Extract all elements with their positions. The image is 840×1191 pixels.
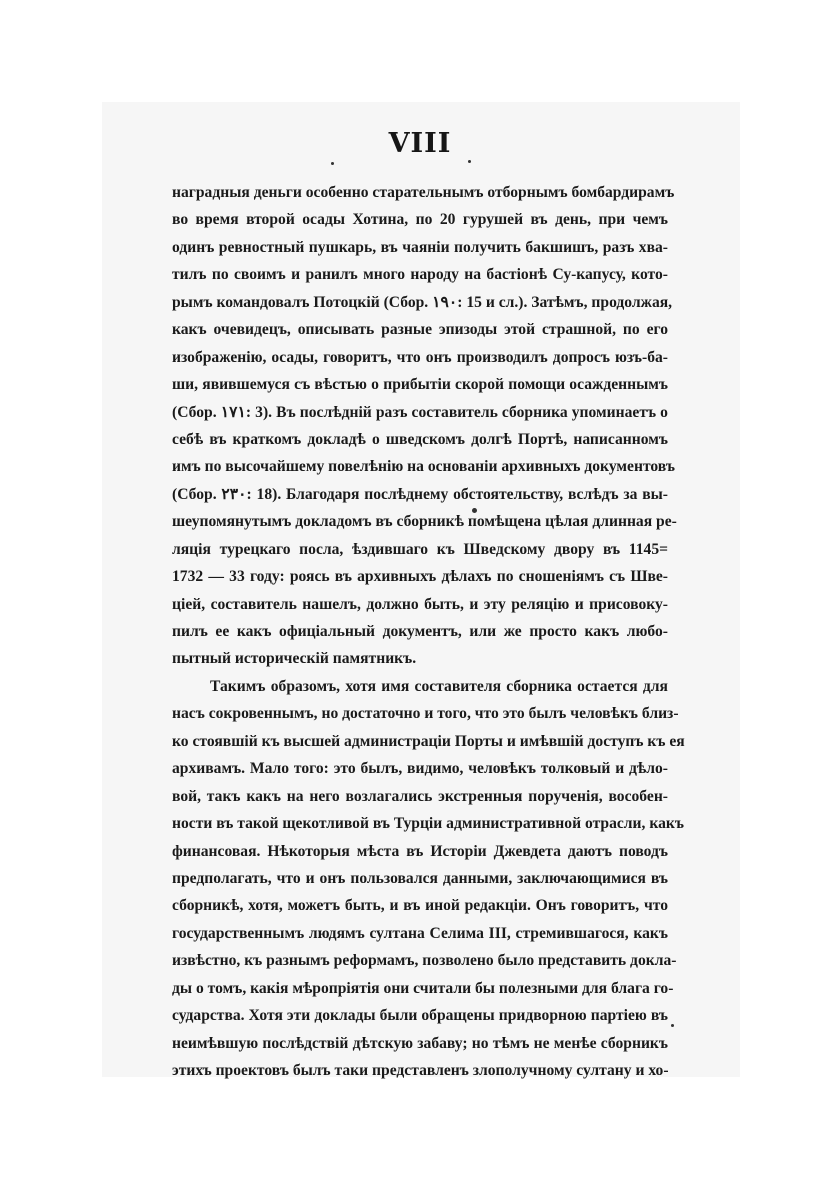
text-line: тилъ по своимъ и ранилъ много народу на бастіонѣ Су-капусу, кото- (172, 266, 668, 284)
text-line: во время второй осады Хотина, по 20 гурушей въ день, при чемъ (172, 211, 668, 229)
text-line: (Сбор. ١٧١: 3). Въ послѣдній разъ составитель сборника упоминаетъ о (172, 403, 668, 421)
ink-speck (671, 1024, 674, 1027)
text-line: шеупомянутымъ докладомъ въ сборникѣ помѣщена цѣлая длинная ре- (172, 513, 677, 531)
text-line: одинъ ревностный пушкарь, въ чаяніи получить бакшишъ, разъ хва- (172, 238, 668, 256)
text-line: этихъ проектовъ былъ таки представленъ злополучному султану и хо- (172, 1062, 669, 1079)
text-line: рымъ командовалъ Потоцкій (Сбор. ١٩٠: 15 и сл.). Затѣмъ, продолжая, (172, 293, 673, 311)
text-line: ко стоявшій къ высшей администраціи Порты и имѣвшій доступъ къ ея (172, 732, 685, 750)
text-line: пилъ ее какъ офиціальный документъ, или же просто какъ любо- (172, 623, 668, 640)
ink-speck (472, 508, 477, 513)
paragraph (172, 179, 677, 673)
text-line: ды о томъ, какія мѣропріятія они считали бы полезными для блага го- (172, 979, 674, 997)
body-text (172, 179, 685, 1084)
text-line: себѣ въ краткомъ докладѣ о шведскомъ долгѣ Портѣ, написанномъ (172, 430, 668, 448)
paragraph (172, 673, 685, 1085)
text-line: ности въ такой щекотливой въ Турціи административной отрасли, какъ (172, 815, 684, 833)
text-line: государственнымъ людямъ султана Селима III, стремившагося, какъ (172, 924, 668, 942)
text-line: архивамъ. Мало того: это былъ, видимо, человѣкъ толковый и дѣло- (172, 760, 668, 778)
text-line: сударства. Хотя эти доклады были обращены придворною партіею въ (172, 1007, 668, 1025)
text-line: имъ по высочайшему повелѣнію на основаніи архивныхъ документовъ (172, 458, 675, 476)
text-line: ляція турецкаго посла, ѣздившаго къ Шведскому двору въ 1145= (172, 540, 668, 558)
text-line: предполагать, что и онъ пользовался данными, заключающимися въ (172, 869, 668, 887)
text-line: неимѣвшую послѣдствій дѣтскую забаву; но тѣмъ не менѣе сборникъ (172, 1034, 668, 1052)
ink-speck (331, 162, 334, 165)
text-line: изображенію, осады, говоритъ, что онъ производилъ допросъ юзъ-ба- (172, 348, 668, 366)
text-line: какъ очевидецъ, описывать разные эпизоды этой страшной, по его (172, 321, 668, 339)
text-line: ши, явившемуся съ вѣстью о прибытіи скорой помощи осажденнымъ (172, 376, 668, 394)
text-line: вой, такъ какъ на него возлагались экстренныя порученія, вособен- (172, 787, 668, 805)
text-line: финансовая. Нѣкоторыя мѣста въ Исторіи Джевдета даютъ поводъ (172, 842, 668, 860)
text-line: (Сбор. ٢٣٠: 18). Благодаря послѣднему обстоятельству, вслѣдъ за вы- (172, 485, 668, 503)
ink-speck (468, 160, 471, 163)
text-line: наградныя деньги особенно старательнымъ отборнымъ бомбардирамъ (172, 184, 675, 201)
page-number: VIII (388, 128, 452, 159)
text-line: Такимъ образомъ, хотя имя составителя сборника остается для (210, 677, 668, 695)
text-line: 1732 — 33 году: роясь въ архивныхъ дѣлахъ по сношеніямъ съ Шве- (172, 568, 668, 586)
text-line: пытный историческій памятникъ. (172, 650, 417, 668)
text-line: насъ сокровеннымъ, но достаточно и того, что это былъ человѣкъ близ- (172, 705, 679, 723)
text-line: ціей, составитель нашелъ, должно быть, и эту реляцію и присовоку- (172, 595, 668, 613)
text-line: сборникѣ, хотя, можетъ быть, и въ иной редакціи. Онъ говоритъ, что (172, 897, 668, 915)
text-line: извѣстно, къ разнымъ реформамъ, позволено было представить доклa- (172, 952, 677, 970)
